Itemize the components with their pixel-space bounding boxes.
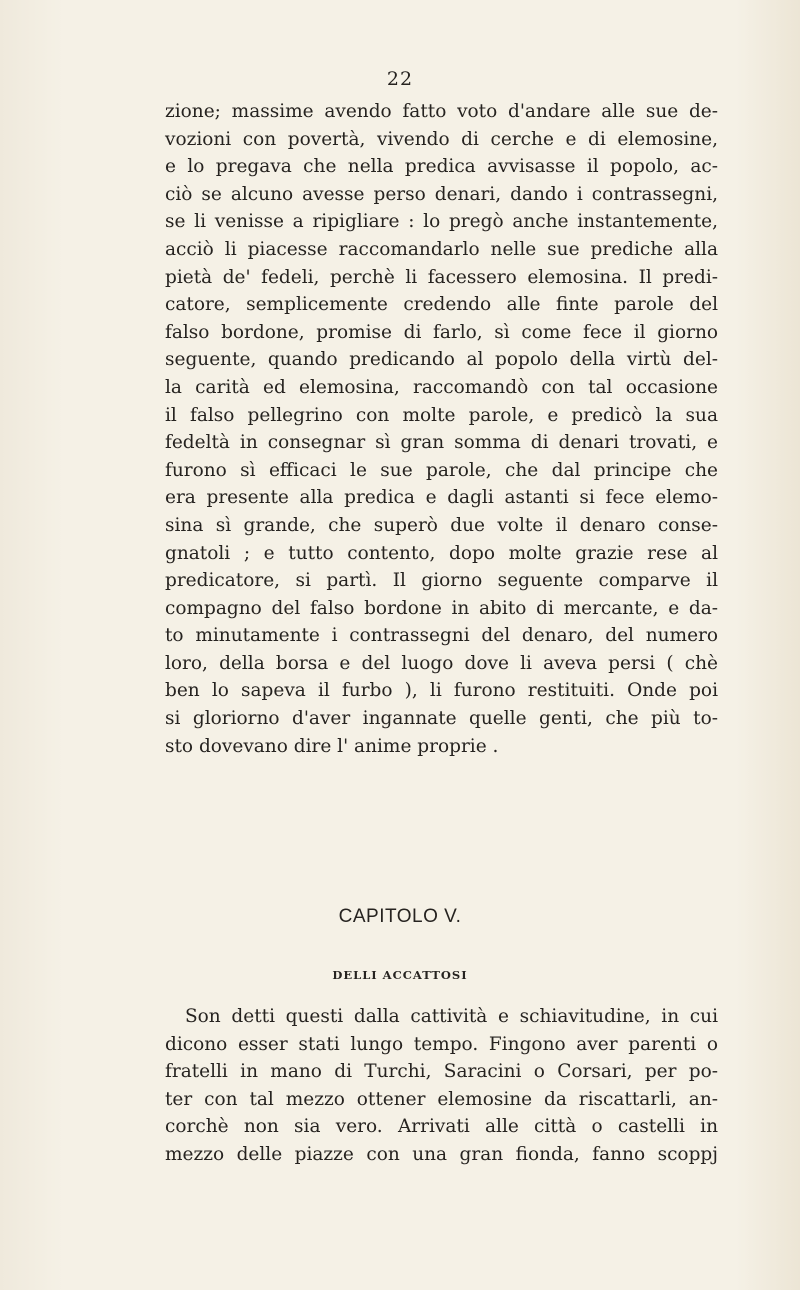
text-line: era presente alla predica e dagli astanti si fece elemo- (165, 487, 718, 509)
paragraph-1 (165, 98, 718, 760)
text-line: ben lo sapeva il furbo ), li furono restituiti. Onde poi (165, 680, 718, 702)
text-line: se li venisse a ripigliare : lo pregò anche instantemente, (165, 211, 718, 233)
text-line: Son detti questi dalla cattività e schiavitudine, in cui (185, 1006, 718, 1027)
text-line: fedeltà in consegnar sì gran somma di denari trovati, e (165, 432, 718, 454)
text-line: fratelli in mano di Turchi, Saracini o Corsari, per po- (165, 1061, 718, 1083)
text-line: sina sì grande, che superò due volte il denaro conse- (165, 514, 718, 536)
text-line: mezzo delle piazze con una gran fionda, fanno scoppj (165, 1143, 718, 1165)
text-line: e lo pregava che nella predica avvisasse il popolo, ac- (165, 156, 718, 178)
text-line: si gloriorno d'aver ingannate quelle genti, che più to- (165, 708, 718, 730)
text-line: la carità ed elemosina, raccomandò con tal occasione (165, 376, 718, 398)
text-line: zione; massime avendo fatto voto d'andare alle sue de- (165, 101, 718, 122)
chapter-title: CAPITOLO V. (338, 906, 462, 927)
text-line: vozioni con povertà, vivendo di cerche e di elemosine, (165, 128, 718, 150)
text-line: seguente, quando predicando al popolo della virtù del- (165, 349, 718, 371)
text-line: gnatoli ; e tutto contento, dopo molte grazie rese al (165, 542, 718, 564)
text-line: sto dovevano dire l' anime proprie . (165, 735, 499, 757)
text-line: furono sì efficaci le sue parole, che dal principe che (165, 459, 718, 481)
paragraph-2 (165, 1003, 718, 1169)
text-line: corchè non sia vero. Arrivati alle città o castelli in (165, 1116, 718, 1138)
text-line: pietà de' fedeli, perchè li facessero elemosina. Il predi- (165, 266, 718, 288)
section-title: DELLI ACCATTOSI (332, 968, 468, 982)
text-line: loro, della borsa e del luogo dove li aveva persi ( chè (165, 652, 718, 674)
text-line: catore, semplicemente credendo alle finte parole del (165, 294, 718, 316)
text-line: to minutamente i contrassegni del denaro, del numero (165, 625, 718, 647)
text-line: predicatore, si partì. Il giorno seguente comparve il (165, 570, 718, 592)
text-line: dicono esser stati lungo tempo. Fingono aver parenti o (165, 1033, 718, 1055)
text-line: ter con tal mezzo ottener elemosine da riscattarli, an- (165, 1088, 718, 1110)
text-line: il falso pellegrino con molte parole, e predicò la sua (165, 404, 718, 426)
text-line: ciò se alcuno avesse perso denari, dando i contrassegni, (165, 183, 718, 205)
text-line: acciò li piacesse raccomandarlo nelle sue prediche alla (165, 238, 718, 260)
text-line: compagno del falso bordone in abito di mercante, e da- (165, 597, 718, 619)
page-number: 22 (386, 68, 414, 90)
text-line: falso bordone, promise di farlo, sì come fece il giorno (165, 321, 718, 343)
